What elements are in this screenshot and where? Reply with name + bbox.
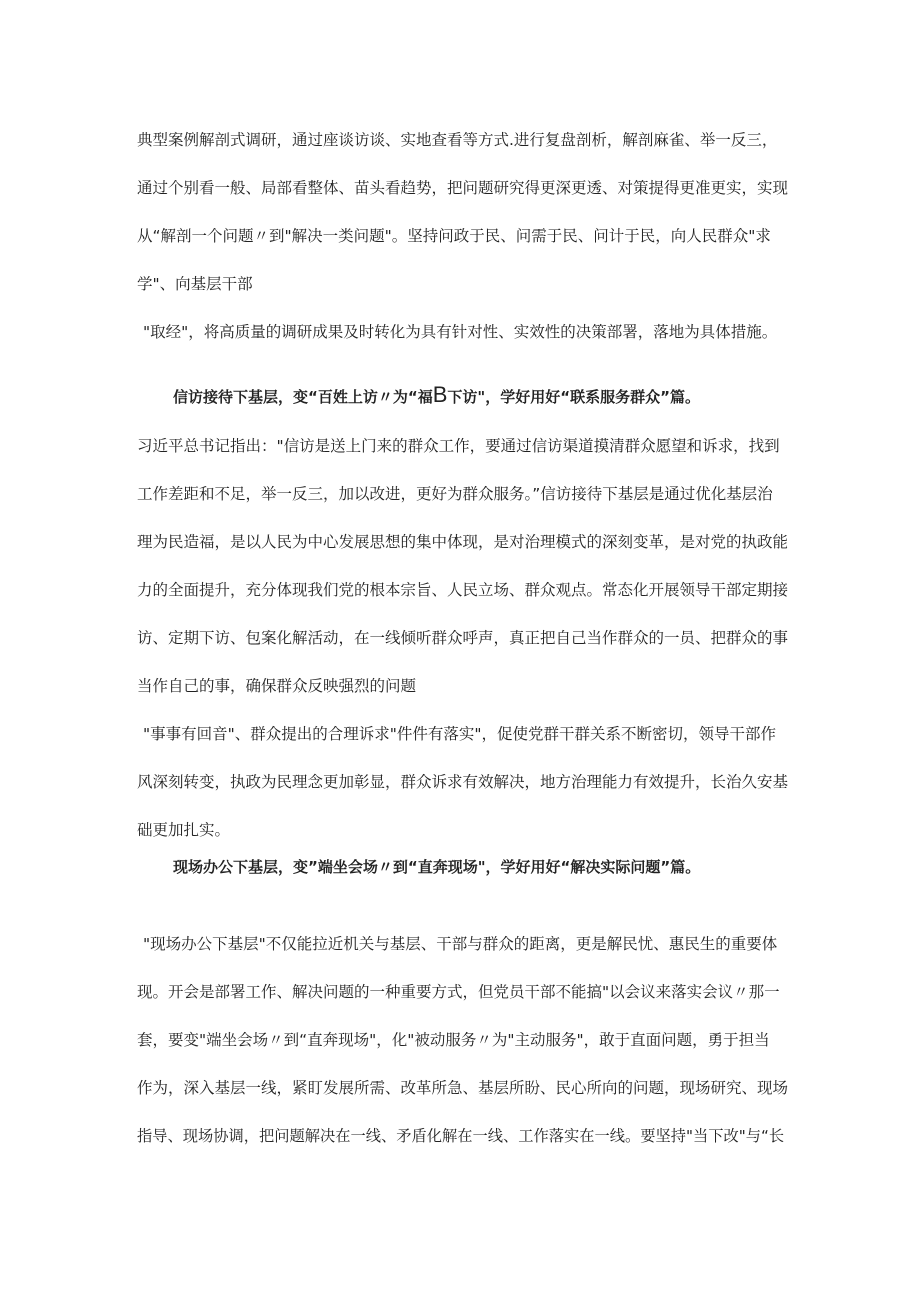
paragraph-line: 现。开会是部署工作、解决问题的一种重要方式，但党员干部不能搞"以会议来落实会议〃那一	[137, 983, 780, 1001]
paragraph-line: 指导、现场协调，把问题解决在一线、矛盾化解在一线、工作落实在一线。要坚持"当下改"与“长	[137, 1127, 785, 1145]
paragraph-line: 典型案例解剖式调研，通过座谈访谈、实地查看等方式.进行复盘剖析，解剖麻雀、举一反三，	[137, 131, 778, 149]
heading-large-letter: B	[432, 382, 448, 407]
section-heading	[173, 382, 700, 407]
paragraph-line: 通过个别看一般、局部看整体、苗头看趋势，把问题研究得更深更透、对策提得更准更实，实现	[137, 179, 789, 197]
section-heading: 现场办公下基层，变”端坐会场〃到“直奔现场"，学好用好“解决实际问题”篇。	[173, 858, 701, 876]
heading-text-part: 下访"，学好用好“联系服务群众”篇。	[447, 388, 700, 406]
paragraph-line: "现场办公下基层"不仅能拉近机关与基层、干部与群众的距离，更是解民忧、惠民生的重要体	[143, 935, 778, 953]
paragraph-line: 学"、向基层干部	[137, 275, 253, 293]
paragraph-line: 作为，深入基层一线，紧盯发展所需、改革所急、基层所盼、民心所向的问题，现场研究、现场	[137, 1079, 789, 1097]
paragraph-line: 理为民造福，是以人民为中心发展思想的集中体现，是对治理模式的深刻变革，是对党的执政能	[137, 533, 789, 551]
paragraph-line: 从“解剖一个问题〃到"解决一类问题"。坚持问政于民、问需于民、问计于民，向人民群众"求	[137, 227, 771, 245]
paragraph-line: "事事有回音"、群众提出的合理诉求"件件有落实"，促使党群干群关系不断密切，领导干部作	[143, 725, 777, 743]
paragraph-line: 访、定期下访、包案化解活动，在一线倾听群众呼声，真正把自己当作群众的一员、把群众的事	[137, 629, 789, 647]
paragraph-line: 当作自己的事，确保群众反映强烈的问题	[137, 677, 417, 695]
paragraph-line: 风深刻转变，执政为民理念更加彰显，群众诉求有效解决，地方治理能力有效提升，长治久安基	[137, 773, 789, 791]
paragraph-line: "取经"，将高质量的调研成果及时转化为具有针对性、实效性的决策部署，落地为具体措施。	[143, 323, 778, 341]
paragraph-line: 习近平总书记指出："信访是送上门来的群众工作，要通过信访渠道摸清群众愿望和诉求，找到	[137, 437, 780, 455]
paragraph-line: 工作差距和不足，举一反三，加以改进，更好为群众服务。”信访接待下基层是通过优化基层治	[137, 485, 773, 503]
paragraph-line: 力的全面提升，充分体现我们党的根本宗旨、人民立场、群众观点。常态化开展领导干部定期接	[137, 581, 789, 599]
paragraph-line: 础更加扎实。	[137, 821, 231, 839]
paragraph-line: 套，要变"端坐会场〃到“直奔现场"，化"被动服务〃为"主动服务"，敢于直面问题，勇于担当	[137, 1031, 770, 1049]
heading-text-part: 信访接待下基层，变“百姓上访〃为“福	[173, 388, 433, 406]
